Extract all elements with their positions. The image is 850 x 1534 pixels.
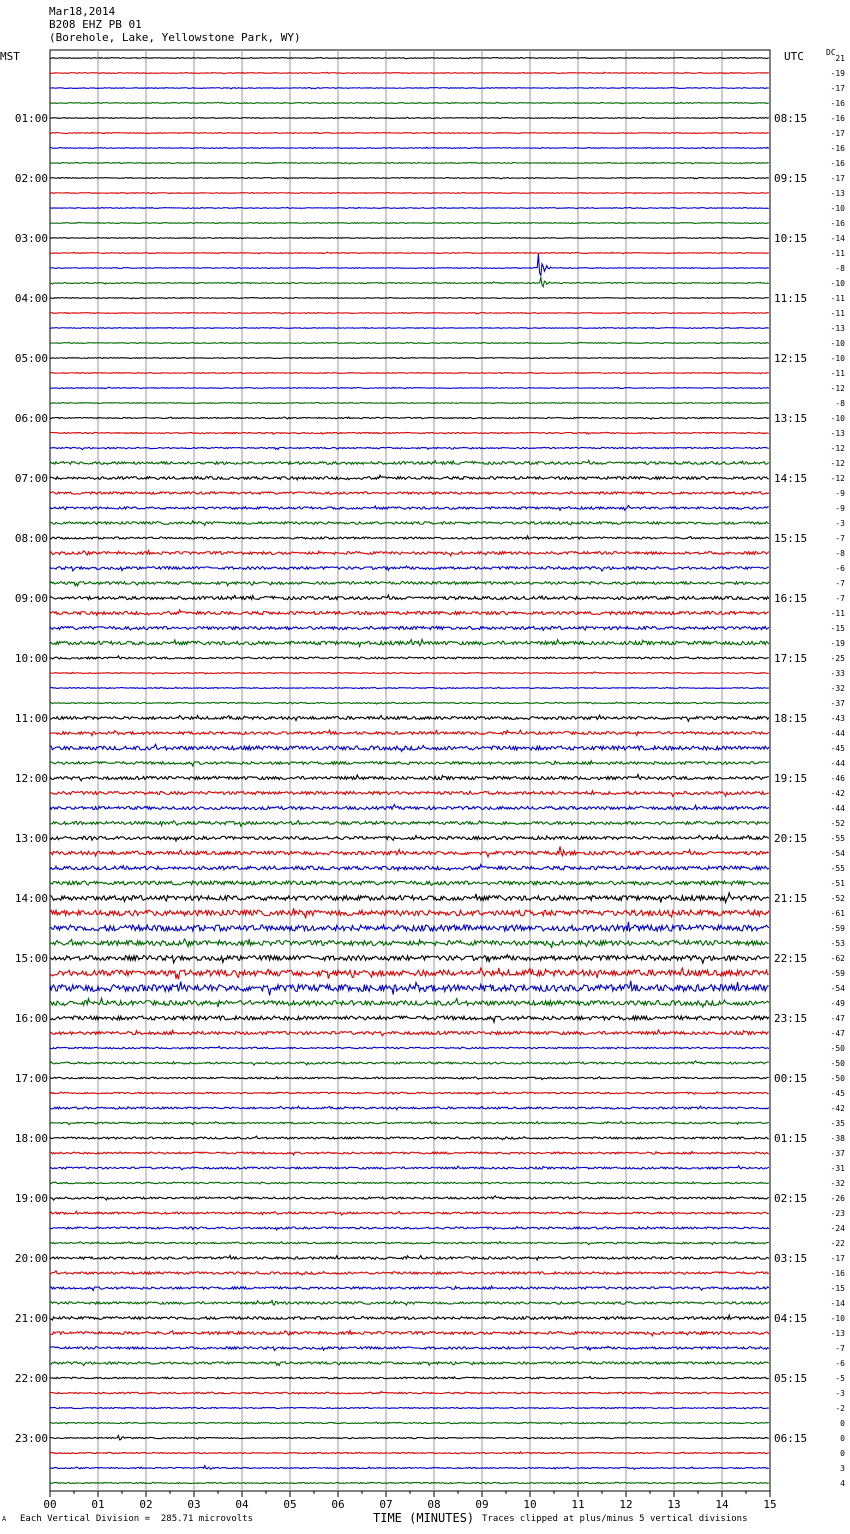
seismic-trace xyxy=(50,475,769,480)
dc-offset-label: -11 xyxy=(830,294,845,303)
dc-offset-label: -44 xyxy=(830,759,845,768)
utc-hour-label: 19:15 xyxy=(774,772,808,785)
station-date: Mar18,2014 xyxy=(49,5,116,18)
x-tick-label: 01 xyxy=(91,1498,105,1511)
x-tick-label: 15 xyxy=(763,1498,777,1511)
seismic-trace xyxy=(50,372,769,373)
dc-offset-label: -22 xyxy=(830,1239,845,1248)
seismic-trace xyxy=(50,1016,769,1022)
dc-offset-label: -11 xyxy=(830,309,845,318)
dc-offset-label: -47 xyxy=(830,1014,845,1023)
dc-offset-label: -17 xyxy=(830,84,845,93)
dc-offset-label: -44 xyxy=(830,729,845,738)
utc-hour-label: 16:15 xyxy=(774,592,808,605)
seismic-trace xyxy=(50,132,769,133)
x-tick-label: 03 xyxy=(187,1498,201,1511)
x-tick-label: 06 xyxy=(331,1498,345,1511)
mst-hour-label: 11:00 xyxy=(14,712,48,725)
dc-offset-label: -12 xyxy=(830,384,845,393)
dc-offset-labels xyxy=(831,54,846,1488)
x-tick-label: 11 xyxy=(571,1498,585,1511)
dc-offset-label: 21 xyxy=(835,54,845,63)
time-axis xyxy=(43,1491,776,1511)
seismic-trace xyxy=(50,730,769,736)
plot-frame xyxy=(50,50,770,1491)
dc-offset-label: -6 xyxy=(835,564,845,573)
utc-hour-label: 01:15 xyxy=(774,1132,808,1145)
seismic-trace xyxy=(50,505,769,510)
dc-offset-label: -7 xyxy=(835,579,845,588)
dc-offset-label: -38 xyxy=(830,1134,845,1143)
seismic-trace xyxy=(50,864,769,870)
seismic-trace xyxy=(50,1151,769,1155)
seismic-trace xyxy=(50,193,769,194)
dc-offset-label: 0 xyxy=(840,1434,845,1443)
right-timezone-label: UTC xyxy=(784,50,804,63)
mst-hour-label: 09:00 xyxy=(14,592,48,605)
dc-offset-label: -19 xyxy=(830,69,845,78)
seismic-trace xyxy=(50,521,769,526)
seismic-trace xyxy=(50,908,769,918)
dc-offset-label: -15 xyxy=(830,624,845,633)
mst-hour-label: 05:00 xyxy=(14,352,48,365)
seismic-trace xyxy=(50,252,769,254)
dc-offset-label: -25 xyxy=(830,654,845,663)
seismic-trace xyxy=(50,57,769,58)
utc-hour-label: 08:15 xyxy=(774,112,808,125)
seismic-trace xyxy=(50,1300,769,1305)
dc-offset-label: -50 xyxy=(830,1074,845,1083)
seismic-trace xyxy=(50,277,769,286)
dc-offset-label: -11 xyxy=(830,369,845,378)
utc-hour-label: 05:15 xyxy=(774,1372,808,1385)
seismic-trace xyxy=(50,981,769,996)
seismic-trace xyxy=(50,702,769,704)
dc-offset-label: -10 xyxy=(830,414,845,423)
x-tick-label: 14 xyxy=(715,1498,729,1511)
dc-offset-label: -42 xyxy=(830,789,845,798)
x-tick-label: 09 xyxy=(475,1498,489,1511)
seismic-trace xyxy=(50,1436,769,1440)
mst-hour-label: 15:00 xyxy=(14,952,48,965)
seismic-trace xyxy=(50,1482,769,1484)
dc-offset-label: -51 xyxy=(830,879,845,888)
seismic-trace xyxy=(50,775,769,781)
seismic-trace xyxy=(50,1226,769,1229)
dc-offset-label: -37 xyxy=(830,699,845,708)
dc-offset-label: -54 xyxy=(830,984,845,993)
dc-offset-label: -15 xyxy=(830,1284,845,1293)
utc-hour-label: 21:15 xyxy=(774,892,808,905)
seismic-trace xyxy=(50,254,769,276)
dc-offset-label: -45 xyxy=(830,1089,845,1098)
dc-offset-label: -13 xyxy=(830,324,845,333)
dc-offset-label: -19 xyxy=(830,639,845,648)
seismic-trace xyxy=(50,207,769,208)
seismic-trace xyxy=(50,835,769,841)
dc-offset-label: 4 xyxy=(840,1479,845,1488)
seismic-trace xyxy=(50,610,769,615)
dc-offset-label: -32 xyxy=(830,1179,845,1188)
utc-hour-label: 10:15 xyxy=(774,232,808,245)
seismic-trace xyxy=(50,298,769,299)
dc-offset-label: -7 xyxy=(835,594,845,603)
seismic-trace xyxy=(50,358,769,359)
x-tick-label: 00 xyxy=(43,1498,57,1511)
seismic-trace xyxy=(50,566,769,571)
seismic-trace xyxy=(50,117,769,118)
mst-hour-label: 03:00 xyxy=(14,232,48,245)
dc-offset-label: -13 xyxy=(830,429,845,438)
seismic-trace xyxy=(50,1046,769,1049)
seismic-trace xyxy=(50,312,769,313)
dc-offset-label: -52 xyxy=(830,894,845,903)
dc-offset-label: -6 xyxy=(835,1359,845,1368)
dc-offset-label: -46 xyxy=(830,774,845,783)
seismic-trace xyxy=(50,1315,769,1320)
dc-offset-label: -12 xyxy=(830,459,845,468)
seismic-trace xyxy=(50,222,769,223)
seismic-trace xyxy=(50,1346,769,1350)
dc-offset-label: -8 xyxy=(835,549,845,558)
mst-hour-label: 17:00 xyxy=(14,1072,48,1085)
seismic-trace xyxy=(50,744,769,751)
dc-offset-label: -16 xyxy=(830,219,845,228)
seismic-trace xyxy=(50,1422,769,1424)
seismic-trace xyxy=(50,1106,769,1110)
seismic-trace xyxy=(50,1166,769,1170)
dc-offset-label: -16 xyxy=(830,159,845,168)
seismic-trace xyxy=(50,821,769,827)
mst-hour-label: 02:00 xyxy=(14,172,48,185)
dc-offset-label: -10 xyxy=(830,204,845,213)
dc-offset-label: -26 xyxy=(830,1194,845,1203)
seismic-trace xyxy=(50,1452,769,1454)
left-timezone-label: MST xyxy=(0,50,20,63)
mst-hour-label: 19:00 xyxy=(14,1192,48,1205)
dc-offset-label: -12 xyxy=(830,444,845,453)
seismic-trace xyxy=(50,805,769,810)
seismic-trace xyxy=(50,88,769,89)
dc-offset-label: -16 xyxy=(830,1269,845,1278)
seismic-trace xyxy=(50,238,769,239)
dc-offset-label: -16 xyxy=(830,114,845,123)
utc-hour-label: 11:15 xyxy=(774,292,808,305)
seismic-trace xyxy=(50,492,769,495)
dc-offset-label: -61 xyxy=(830,909,845,918)
seismic-trace xyxy=(50,922,769,932)
utc-hour-label: 13:15 xyxy=(774,412,808,425)
dc-offset-header: DC xyxy=(826,48,836,57)
dc-offset-label: -16 xyxy=(830,144,845,153)
utc-hour-label: 03:15 xyxy=(774,1252,808,1265)
vertical-scale-note: Each Vertical Division = 285.71 microvolts xyxy=(20,1514,253,1524)
dc-offset-label: -2 xyxy=(835,1404,845,1413)
dc-offset-label: -50 xyxy=(830,1044,845,1053)
mst-hour-label: 18:00 xyxy=(14,1132,48,1145)
seismic-trace xyxy=(50,639,769,646)
seismic-trace xyxy=(50,656,769,659)
mst-hour-label: 16:00 xyxy=(14,1012,48,1025)
seismic-trace xyxy=(50,1182,769,1184)
seismic-trace xyxy=(50,1030,769,1036)
dc-offset-label: -16 xyxy=(830,99,845,108)
dc-offset-label: -17 xyxy=(830,1254,845,1263)
station-location: (Borehole, Lake, Yellowstone Park, WY) xyxy=(49,31,301,44)
dc-offset-label: -13 xyxy=(830,189,845,198)
seismic-trace xyxy=(50,968,769,979)
dc-offset-label: -62 xyxy=(830,954,845,963)
seismic-trace xyxy=(50,1407,769,1408)
seismic-trace xyxy=(50,761,769,766)
mst-hour-label: 06:00 xyxy=(14,412,48,425)
seismic-trace xyxy=(50,72,769,74)
utc-hour-label: 15:15 xyxy=(774,532,808,545)
mst-hour-label: 13:00 xyxy=(14,832,48,845)
seismic-trace xyxy=(50,715,769,721)
mst-hour-label: 07:00 xyxy=(14,472,48,485)
seismic-trace xyxy=(50,881,769,885)
dc-offset-label: -37 xyxy=(830,1149,845,1158)
dc-offset-label: -9 xyxy=(835,489,845,498)
dc-offset-label: -7 xyxy=(835,1344,845,1353)
mst-hour-label: 01:00 xyxy=(14,112,48,125)
seismic-trace xyxy=(50,687,769,689)
seismic-trace xyxy=(50,955,769,964)
dc-offset-label: -11 xyxy=(830,249,845,258)
minute-grid xyxy=(50,50,770,1491)
seismic-trace xyxy=(50,551,769,556)
dc-offset-label: -10 xyxy=(830,1314,845,1323)
dc-offset-label: -10 xyxy=(830,354,845,363)
x-tick-label: 10 xyxy=(523,1498,537,1511)
dc-offset-label: 3 xyxy=(840,1464,845,1473)
utc-hour-label: 02:15 xyxy=(774,1192,808,1205)
seismic-trace xyxy=(50,893,769,903)
utc-hour-label: 17:15 xyxy=(774,652,808,665)
dc-offset-label: 0 xyxy=(840,1419,845,1428)
utc-hour-label: 04:15 xyxy=(774,1312,808,1325)
utc-hour-label: 09:15 xyxy=(774,172,808,185)
utc-hour-label: 23:15 xyxy=(774,1012,808,1025)
seismic-trace xyxy=(50,402,769,403)
seismic-trace xyxy=(50,342,769,343)
seismic-trace xyxy=(50,1092,769,1095)
seismic-trace xyxy=(50,102,769,104)
seismic-trace xyxy=(50,327,769,328)
seismic-trace xyxy=(50,1121,769,1124)
utc-hour-labels xyxy=(774,112,807,1445)
dc-offset-label: -55 xyxy=(830,834,845,843)
seismic-trace xyxy=(50,536,769,539)
seismic-trace xyxy=(50,581,769,586)
dc-offset-label: -5 xyxy=(835,1374,845,1383)
dc-offset-label: -17 xyxy=(830,174,845,183)
dc-offset-label: -3 xyxy=(835,1389,845,1398)
seismic-trace xyxy=(50,1271,769,1275)
seismic-trace xyxy=(50,1211,769,1215)
dc-offset-label: -33 xyxy=(830,669,845,678)
seismic-trace xyxy=(50,1196,769,1200)
dc-offset-label: -14 xyxy=(830,1299,845,1308)
seismic-traces xyxy=(50,57,769,1484)
seismic-trace xyxy=(50,162,769,163)
dc-offset-label: -49 xyxy=(830,999,845,1008)
dc-offset-label: 0 xyxy=(840,1449,845,1458)
seismic-trace xyxy=(50,626,769,630)
dc-offset-label: -11 xyxy=(830,609,845,618)
seismic-trace xyxy=(50,1077,769,1080)
mst-hour-label: 14:00 xyxy=(14,892,48,905)
dc-offset-label: -42 xyxy=(830,1104,845,1113)
utc-hour-label: 20:15 xyxy=(774,832,808,845)
utc-hour-label: 06:15 xyxy=(774,1432,808,1445)
dc-offset-label: -24 xyxy=(830,1224,845,1233)
dc-offset-label: -54 xyxy=(830,849,845,858)
utc-hour-label: 12:15 xyxy=(774,352,808,365)
dc-offset-label: -31 xyxy=(830,1164,845,1173)
seismic-trace xyxy=(50,387,769,389)
seismic-trace xyxy=(50,791,769,797)
dc-offset-label: -8 xyxy=(835,399,845,408)
dc-offset-label: -10 xyxy=(830,339,845,348)
mst-hour-label: 04:00 xyxy=(14,292,48,305)
utc-hour-label: 00:15 xyxy=(774,1072,808,1085)
x-tick-label: 02 xyxy=(139,1498,153,1511)
dc-offset-label: -13 xyxy=(830,1329,845,1338)
dc-offset-label: -59 xyxy=(830,969,845,978)
dc-offset-label: -17 xyxy=(830,129,845,138)
dc-offset-label: -59 xyxy=(830,924,845,933)
seismic-trace xyxy=(50,1466,769,1470)
x-tick-label: 13 xyxy=(667,1498,681,1511)
mst-hour-label: 20:00 xyxy=(14,1252,48,1265)
mst-hour-labels xyxy=(15,112,48,1445)
seismic-trace xyxy=(50,1377,769,1379)
footer-mark: A xyxy=(2,1515,7,1523)
seismic-trace xyxy=(50,432,769,434)
seismic-trace xyxy=(50,1255,769,1260)
mst-hour-label: 12:00 xyxy=(14,772,48,785)
seismic-trace xyxy=(50,1331,769,1336)
utc-hour-label: 14:15 xyxy=(774,472,808,485)
utc-hour-label: 18:15 xyxy=(774,712,808,725)
dc-offset-label: -44 xyxy=(830,804,845,813)
seismic-trace xyxy=(50,460,769,464)
dc-offset-label: -35 xyxy=(830,1119,845,1128)
x-axis-title: TIME (MINUTES) xyxy=(373,1511,475,1525)
seismic-trace xyxy=(50,939,769,948)
seismic-trace xyxy=(50,846,769,856)
seismic-trace xyxy=(50,417,769,419)
dc-offset-label: -14 xyxy=(830,234,845,243)
clipping-note: Traces clipped at plus/minus 5 vertical divisions xyxy=(482,1514,748,1524)
x-tick-label: 05 xyxy=(283,1498,297,1511)
mst-hour-label: 22:00 xyxy=(14,1372,48,1385)
dc-offset-label: -23 xyxy=(830,1209,845,1218)
dc-offset-label: -43 xyxy=(830,714,845,723)
station-code: B208 EHZ PB 01 xyxy=(49,18,142,31)
seismic-trace xyxy=(50,1362,769,1366)
seismic-trace xyxy=(50,447,769,449)
dc-offset-label: -53 xyxy=(830,939,845,948)
dc-offset-label: -32 xyxy=(830,684,845,693)
x-tick-label: 12 xyxy=(619,1498,633,1511)
seismic-trace xyxy=(50,1391,769,1394)
seismic-trace xyxy=(50,595,769,600)
dc-offset-label: -12 xyxy=(830,474,845,483)
dc-offset-label: -3 xyxy=(835,519,845,528)
dc-offset-label: -7 xyxy=(835,534,845,543)
dc-offset-label: -8 xyxy=(835,264,845,273)
seismic-trace xyxy=(50,998,769,1007)
seismic-trace xyxy=(50,147,769,148)
dc-offset-label: -52 xyxy=(830,819,845,828)
x-tick-label: 07 xyxy=(379,1498,393,1511)
dc-offset-label: -45 xyxy=(830,744,845,753)
mst-hour-label: 08:00 xyxy=(14,532,48,545)
seismic-trace xyxy=(50,177,769,178)
seismic-trace xyxy=(50,1061,769,1065)
seismic-trace xyxy=(50,1136,769,1140)
dc-offset-label: -55 xyxy=(830,864,845,873)
mst-hour-label: 23:00 xyxy=(14,1432,48,1445)
dc-offset-label: -10 xyxy=(830,279,845,288)
utc-hour-label: 22:15 xyxy=(774,952,808,965)
seismic-trace xyxy=(50,1286,769,1290)
dc-offset-label: -50 xyxy=(830,1059,845,1068)
seismic-trace xyxy=(50,1241,769,1244)
mst-hour-label: 10:00 xyxy=(14,652,48,665)
seismic-trace xyxy=(50,672,769,674)
x-tick-label: 08 xyxy=(427,1498,441,1511)
dc-offset-label: -9 xyxy=(835,504,845,513)
x-tick-label: 04 xyxy=(235,1498,249,1511)
mst-hour-label: 21:00 xyxy=(14,1312,48,1325)
dc-offset-label: -47 xyxy=(830,1029,845,1038)
